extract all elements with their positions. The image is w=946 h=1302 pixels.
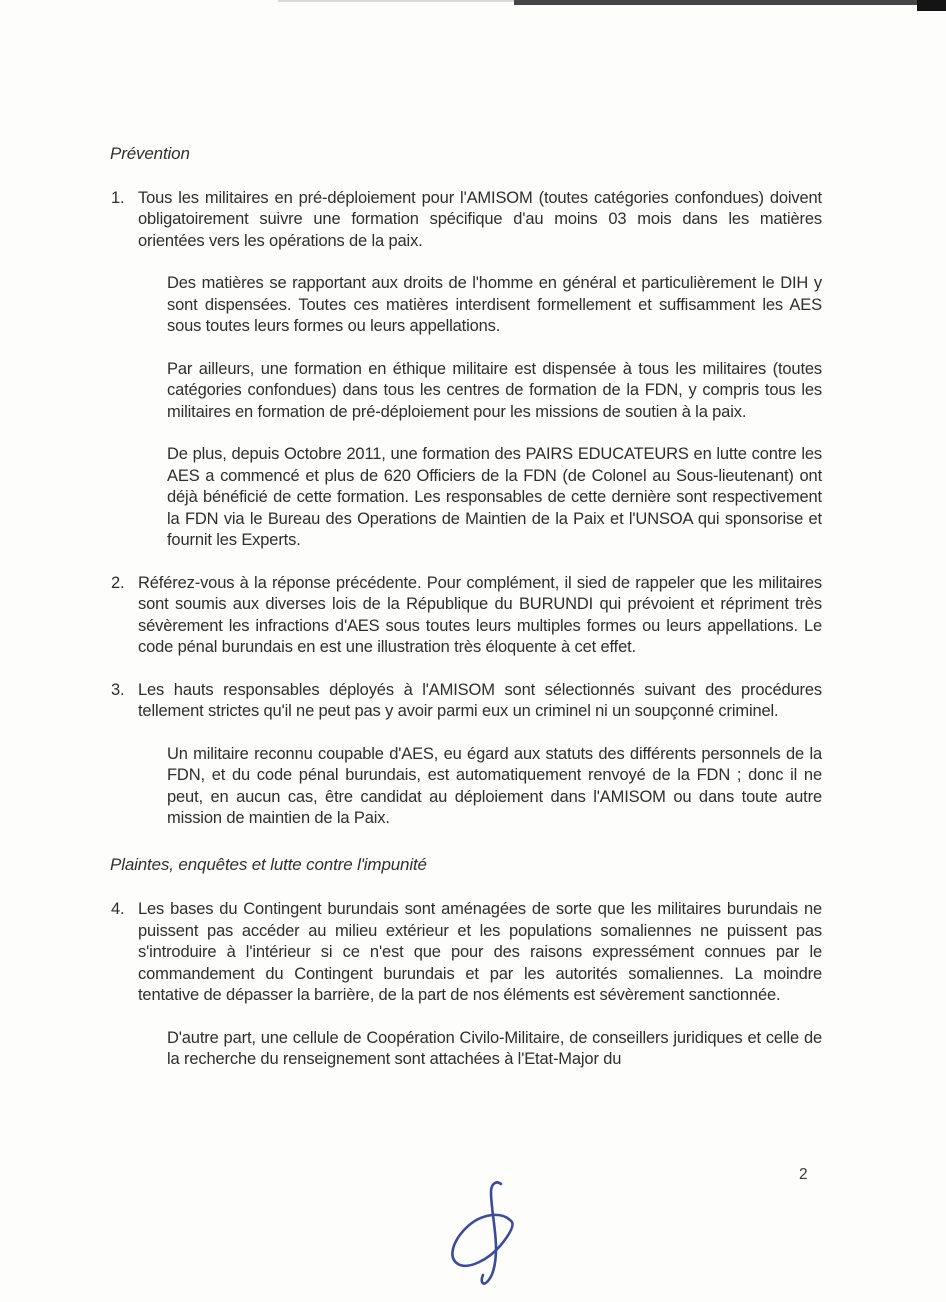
paragraph-cellule-cooperation: D'autre part, une cellule de Coopération Civilo-Militaire, de conseillers juridiques et celle de la recherche du renseignement sont attachées à l'Etat-Major du — [167, 1028, 822, 1068]
paragraph-militaire-coupable: Un militaire reconnu coupable d'AES, eu égard aux statuts des différents personnels de la FDN, et du code pénal burundais, est automatiquement renvoyé de la FDN ; donc il ne peut, en aucun cas, être candidat au déploiement dans l'AMISOM ou dans toute autre mission de maintien de la Paix. — [167, 744, 822, 827]
signature-ink-stroke — [482, 1182, 501, 1283]
item-number: 1. — [111, 188, 125, 207]
paragraph-droits-homme: Des matières se rapportant aux droits de l'homme en général et particulièrement le DIH y sont dispensées. Toutes ces matières interdisent formellement et suffisamment les AES sous toutes leurs formes ou leurs appellations. — [167, 274, 822, 335]
signature-ink-loop — [452, 1215, 512, 1266]
scan-artifact-faint-line — [278, 0, 518, 2]
numbered-item-1 — [110, 188, 822, 253]
document-body — [110, 143, 822, 1092]
section-heading-prevention: Prévention — [110, 144, 190, 163]
item-number: 2. — [111, 573, 125, 592]
scan-artifact-corner-blob — [917, 0, 946, 11]
paragraph-pairs-educateurs: De plus, depuis Octobre 2011, une formation des PAIRS EDUCATEURS en lutte contre les AES a commencé et plus de 620 Officiers de la FDN (de Colonel au Sous-lieutenant) ont déjà bénéficié de cette formation. Les responsables de cette dernière sont respectivement la FDN via le Bureau des Operations de Maintien de la Paix et l'UNSOA qui sponsorise et fournit les Experts. — [167, 445, 822, 549]
item-text: Tous les militaires en pré-déploiement pour l'AMISOM (toutes catégories confondues) doivent obligatoirement suivre une formation spécifique d'au moins 03 mois dans les matières orientées vers les opérations de la paix. — [138, 188, 822, 250]
numbered-item-3 — [110, 680, 822, 723]
numbered-item-4 — [110, 899, 822, 1007]
page-number: 2 — [799, 1166, 808, 1183]
section-heading-plaintes: Plaintes, enquêtes et lutte contre l'impunité — [110, 854, 427, 874]
item-number: 4. — [111, 900, 125, 918]
item-text: Les hauts responsables déployés à l'AMISOM sont sélectionnés suivant des procédures tellement strictes qu'il ne peut pas y avoir parmi eux un criminel ni un soupçonné criminel. — [138, 680, 822, 720]
item-text: Référez-vous à la réponse précédente. Pour complément, il sied de rappeler que les militaires sont soumis aux diverses lois de la République du BURUNDI qui prévoient et répriment très sévèrement les infractions d'AES sous toutes leurs multiples formes ou leurs appellations. Le code pénal burundais en est une illustration très éloquente à cet effet. — [138, 573, 822, 656]
numbered-item-2 — [110, 573, 822, 659]
item-number: 3. — [111, 680, 125, 699]
scan-artifact-dark-strip — [514, 0, 946, 5]
signature-scribble — [438, 1178, 550, 1290]
item-text: Les bases du Contingent burundais sont aménagées de sorte que les militaires burundais ne puissent pas accéder au milieu extérieur et les populations somaliennes ne puissent pas s'introduire à l'intérieur si ce n'est que pour des raisons expressément connues par le commandement du Contingent burundais et par les autorités somaliennes. La moindre tentative de dépasser la barrière, de la part de nos éléments est sévèrement sanctionnée. — [138, 900, 822, 1004]
paragraph-ethique-militaire: Par ailleurs, une formation en éthique militaire est dispensée à tous les militaires (toutes catégories confondues) dans tous les centres de formation de la FDN, y compris tous les militaires en formation de pré-déploiement pour les missions de soutien à la paix. — [167, 359, 822, 421]
